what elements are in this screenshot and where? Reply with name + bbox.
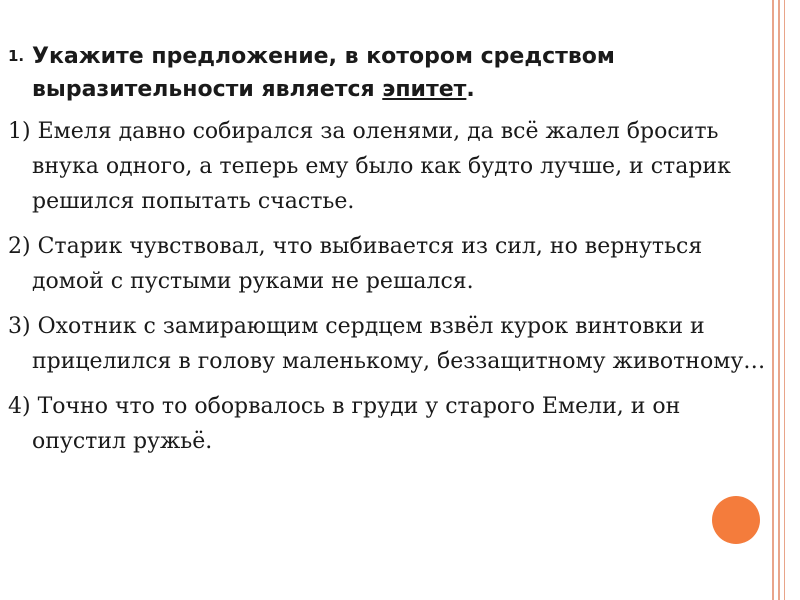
- frame-border-line: [778, 0, 780, 600]
- question-text: [8, 40, 778, 106]
- option-number: 1): [8, 119, 31, 144]
- answer-option-4: [8, 389, 778, 459]
- option-text: Охотник с замирающим сердцем взвёл курок винтовки и прицелился в голову маленькому, беззащитному животному…: [32, 314, 766, 374]
- question-number: 1.: [8, 47, 25, 65]
- answer-option-3: [8, 309, 778, 379]
- option-number: 2): [8, 234, 31, 259]
- question-end: .: [466, 77, 475, 102]
- option-text: Точно что то оборвалось в груди у старого Емели, и он опустил ружьё.: [32, 394, 681, 454]
- question-body: Укажите предложение, в котором средством выразительности является: [32, 44, 615, 102]
- answer-option-2: [8, 229, 778, 299]
- option-number: 4): [8, 394, 31, 419]
- question-term: эпитет: [382, 77, 467, 102]
- option-number: 3): [8, 314, 31, 339]
- slide-content: [8, 40, 778, 469]
- answer-option-1: [8, 114, 778, 219]
- frame-border-line: [784, 0, 785, 600]
- option-text: Емеля давно собирался за оленями, да всё жалел бросить внука одного, а теперь ему было как будто лучше, и старик решился попытать счастье.: [32, 119, 731, 214]
- option-text: Старик чувствовал, что выбивается из сил, но вернуться домой с пустыми руками не решался.: [32, 234, 703, 294]
- accent-circle-icon: [712, 496, 760, 544]
